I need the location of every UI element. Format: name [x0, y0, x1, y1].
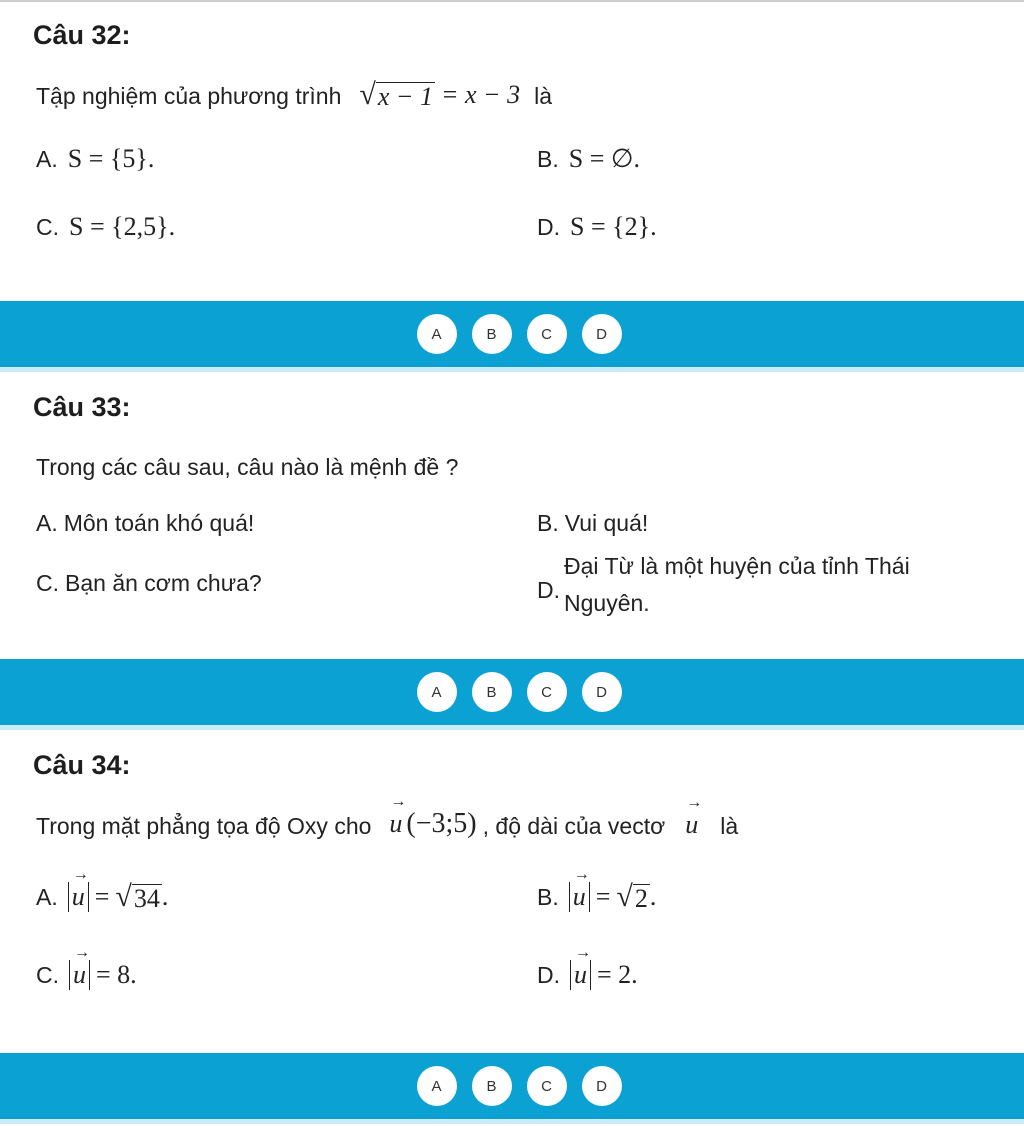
equals: =: [595, 882, 611, 911]
answer-button-c[interactable]: C: [527, 314, 567, 354]
answer-button-a[interactable]: A: [417, 672, 457, 712]
answer-button-c[interactable]: C: [527, 672, 567, 712]
vector-name: → u: [73, 960, 86, 990]
top-divider: [0, 0, 1024, 2]
option-label: C.: [36, 962, 59, 988]
option-value: Môn toán khó quá!: [63, 510, 255, 536]
vector-name: → u: [574, 960, 587, 990]
option-b: [537, 144, 640, 174]
option-value: [69, 960, 137, 990]
prompt-suffix: là: [534, 83, 552, 109]
answer-button-d[interactable]: D: [582, 1066, 622, 1106]
option-label: A.: [36, 146, 58, 172]
question-prompt: [36, 808, 738, 840]
answer-button-b[interactable]: B: [472, 314, 512, 354]
option-value: [570, 960, 638, 990]
answer-button-d[interactable]: D: [582, 672, 622, 712]
equals: = 2.: [597, 960, 638, 989]
option-value: Bạn ăn cơm chưa?: [65, 570, 262, 596]
tail: .: [161, 882, 169, 911]
option-value: S = {5}.: [67, 144, 155, 173]
option-d: [537, 212, 657, 242]
question-title: Câu 32:: [33, 20, 131, 50]
option-label: D.: [537, 577, 560, 604]
option-value: → u = √ 2 .: [569, 882, 657, 912]
answer-bar: [0, 1053, 1024, 1119]
prompt-prefix: Trong mặt phẳng tọa độ Oxy cho: [36, 813, 372, 839]
answer-button-b[interactable]: B: [472, 1066, 512, 1106]
option-d: [537, 960, 638, 990]
answer-button-c[interactable]: C: [527, 1066, 567, 1106]
option-label: B.: [537, 884, 559, 910]
bar-divider: [0, 725, 1024, 730]
option-b: [537, 882, 656, 912]
option-value: S = {2}.: [570, 212, 657, 241]
prompt-middle: , độ dài của vectơ: [482, 813, 666, 839]
answer-bar: [0, 659, 1024, 725]
option-c: [36, 212, 175, 242]
option-value: [564, 548, 910, 622]
option-label: D.: [537, 962, 560, 988]
option-value-line: Nguyên.: [564, 589, 650, 616]
option-value: → u = √ 34 .: [68, 882, 169, 912]
option-label: D.: [537, 214, 560, 240]
sqrt: √ x − 1: [359, 78, 433, 111]
option-label: C.: [36, 214, 59, 240]
option-d: [537, 548, 910, 622]
vector-coords: (−3;5): [406, 808, 477, 839]
answer-bar: [0, 301, 1024, 367]
radicand: 2: [634, 883, 648, 913]
tail: .: [649, 882, 657, 911]
equals: = 8.: [96, 960, 137, 989]
equation: [359, 80, 520, 110]
question-prompt: [36, 80, 552, 110]
option-a: [36, 144, 154, 174]
question-title: Câu 33:: [33, 392, 131, 422]
bar-divider: [0, 1119, 1024, 1124]
option-label: A.: [36, 884, 58, 910]
option-c: [36, 570, 262, 597]
vector-name: → u: [389, 809, 402, 839]
option-a: [36, 510, 254, 537]
bar-divider: [0, 367, 1024, 372]
option-value: Vui quá!: [564, 510, 649, 536]
vector-u: [685, 810, 698, 840]
option-label: A.: [36, 510, 58, 536]
answer-button-a[interactable]: A: [417, 314, 457, 354]
option-label: B.: [537, 510, 559, 536]
option-a: [36, 882, 168, 912]
question-title: Câu 34:: [33, 750, 131, 780]
option-label: C.: [36, 570, 59, 596]
equals: =: [94, 882, 110, 911]
option-label: B.: [537, 146, 559, 172]
vector-u: [389, 808, 476, 840]
answer-button-d[interactable]: D: [582, 314, 622, 354]
option-c: [36, 960, 137, 990]
question-prompt: Trong các câu sau, câu nào là mệnh đề ?: [36, 454, 459, 480]
radicand: x − 1: [377, 81, 433, 111]
vector-name: → u: [685, 810, 698, 840]
prompt-suffix: là: [720, 813, 739, 839]
option-b: [537, 510, 648, 537]
option-value: S = ∅.: [568, 144, 641, 173]
radicand: 34: [133, 883, 160, 913]
answer-button-a[interactable]: A: [417, 1066, 457, 1106]
vector-name: → u: [72, 882, 85, 912]
vector-name: → u: [573, 882, 586, 912]
option-value-line: Đại Từ là một huyện của tỉnh Thái: [564, 553, 910, 579]
equation-rhs: = x − 3: [440, 80, 521, 109]
option-value: S = {2,5}.: [69, 212, 176, 241]
prompt-prefix: Tập nghiệm của phương trình: [36, 83, 342, 109]
answer-button-b[interactable]: B: [472, 672, 512, 712]
